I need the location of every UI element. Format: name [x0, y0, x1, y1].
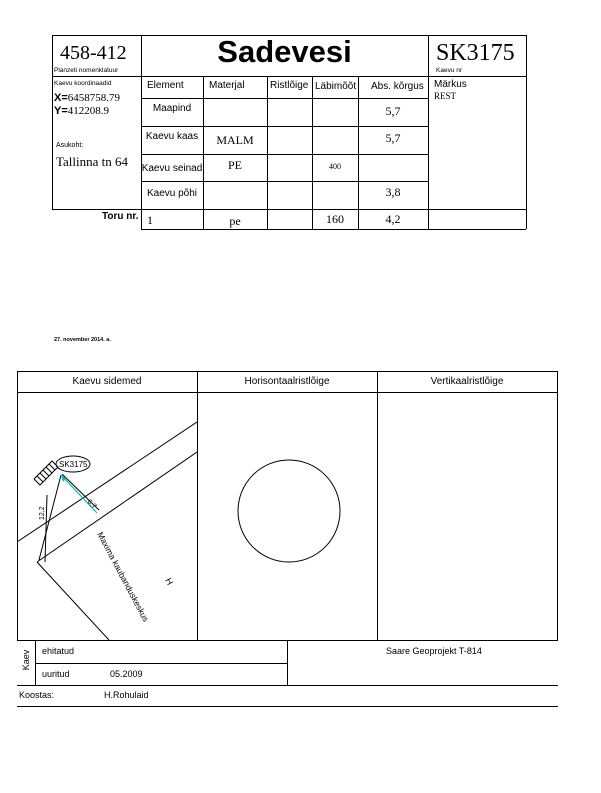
pipe-diameter: 160: [326, 212, 344, 226]
note-value: REST: [434, 91, 457, 101]
coord-y-label: Y=: [54, 105, 68, 117]
row-material: MALM: [216, 133, 254, 147]
col-diameter: Läbimõõt: [315, 81, 357, 92]
pipe-number: 1: [147, 213, 153, 227]
row-height: 5,7: [385, 104, 401, 118]
coord-y-value: 412208.9: [67, 105, 110, 117]
row-diameter: 400: [329, 162, 341, 171]
row-height: 3,8: [385, 185, 401, 199]
row-element: Kaevu seinad: [141, 163, 203, 174]
surveyed-label: uuritud: [42, 669, 70, 679]
coord-y: [54, 105, 109, 117]
manhole-circle: [238, 460, 340, 562]
row-height: 5,7: [385, 131, 401, 145]
dimension-label: 12,2: [39, 506, 46, 520]
panel-title-horizontal: Horisontaalristlõige: [244, 376, 330, 387]
surveyed-date: 05.2009: [110, 669, 143, 679]
built-label: ehitatud: [42, 646, 75, 656]
location-label: Asukoht:: [56, 142, 84, 149]
building-hatch: [34, 461, 58, 485]
page-title: Sadevesi: [217, 34, 352, 69]
col-note: Märkus: [434, 79, 467, 90]
coord-x: [54, 92, 120, 104]
col-height: Abs. kõrgus: [371, 81, 424, 92]
building-label: Maxima kaubanduskeskus: [95, 530, 152, 624]
nomenclature-label: Planzeti nomenklatuur: [54, 67, 119, 74]
pipe-material: pe: [229, 214, 241, 228]
row-element: Kaevu kaas: [145, 131, 199, 142]
company-name: Saare Geoprojekt T-814: [386, 646, 482, 656]
coords-label: Kaevu koordinaadid: [54, 80, 112, 87]
building-mark: H: [163, 576, 176, 587]
manhole-id-label: Kaevu nr: [436, 67, 463, 74]
panel-title-vertical: Vertikaalristlõige: [430, 376, 504, 387]
location-value: Tallinna tn 64: [56, 154, 129, 169]
row-element: Maapind: [152, 103, 192, 114]
document-date: 27. november 2014. a.: [54, 337, 111, 343]
street-line: [17, 422, 197, 542]
horizontal-section: [197, 392, 377, 640]
sketch-manhole-label: SK3175: [59, 460, 88, 469]
pipe-height: 4,2: [385, 212, 401, 226]
building-edge: [37, 562, 109, 640]
nomenclature-value: 458-412: [60, 42, 127, 64]
row-material: PE: [227, 158, 242, 172]
footer-vertical-label: Kaev: [21, 649, 31, 671]
dimension-label: 6,7: [85, 498, 98, 511]
col-section: Ristlõige: [270, 80, 309, 91]
author-name: H.Rohulaid: [104, 690, 149, 700]
author-label: Koostas:: [19, 690, 55, 700]
coord-x-label: X=: [54, 92, 68, 104]
panel-title-connections: Kaevu sidemed: [72, 376, 142, 387]
connection-sketch: [17, 392, 197, 640]
col-element: Element: [147, 80, 184, 91]
manhole-id: SK3175: [436, 40, 515, 66]
row-element: Kaevu põhi: [146, 188, 198, 199]
pipe-label: Toru nr.: [102, 211, 139, 222]
col-material: Materjal: [209, 80, 245, 91]
coord-x-value: 6458758.79: [67, 92, 121, 104]
